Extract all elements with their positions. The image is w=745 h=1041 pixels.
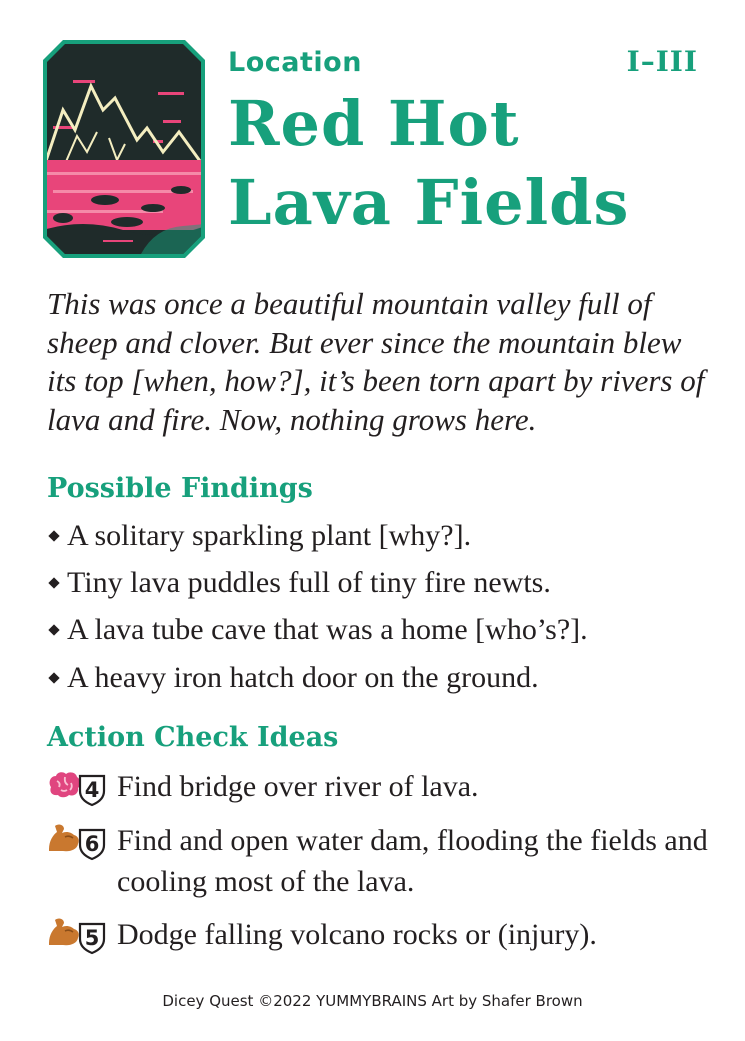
finding-text: A solitary sparkling plant [why?]. bbox=[67, 519, 472, 552]
shield-value: 4 bbox=[77, 773, 107, 807]
action-requirement bbox=[47, 823, 117, 864]
findings-heading: Possible Findings bbox=[47, 473, 313, 504]
finding-item bbox=[47, 661, 727, 695]
action-requirement bbox=[47, 917, 117, 958]
shield-value: 5 bbox=[77, 921, 107, 955]
title-line-1: Red Hot bbox=[228, 87, 520, 160]
card-category: Location bbox=[228, 47, 362, 78]
action-text: Find and open water dam, flooding the fields and cooling most of the lava. bbox=[117, 824, 708, 898]
card-description: This was once a beautiful mountain valley full of sheep and clover. But ever since the mountain blew its top [when, how?], it’s been torn apart by rivers of lava and fire. Now, nothing grows here. bbox=[47, 286, 705, 437]
finding-item bbox=[47, 613, 727, 647]
bullet-icon bbox=[48, 530, 59, 541]
finding-text: Tiny lava puddles full of tiny fire newts. bbox=[67, 566, 551, 599]
bullet-icon bbox=[48, 624, 59, 635]
shield-value: 6 bbox=[77, 827, 107, 861]
brain-icon bbox=[47, 769, 81, 810]
flexed-arm-icon bbox=[47, 917, 81, 958]
card-footer: Dicey Quest ©2022 YUMMYBRAINS Art by Shafer Brown bbox=[162, 992, 583, 1010]
bullet-icon bbox=[48, 672, 59, 683]
card-title bbox=[228, 84, 728, 242]
action-item bbox=[47, 766, 727, 810]
action-requirement bbox=[47, 769, 117, 810]
finding-text: A heavy iron hatch door on the ground. bbox=[67, 661, 539, 694]
bullet-icon bbox=[48, 577, 59, 588]
action-text: Find bridge over river of lava. bbox=[117, 770, 479, 803]
action-text: Dodge falling volcano rocks or (injury). bbox=[117, 918, 597, 951]
finding-text: A lava tube cave that was a home [who’s?]. bbox=[67, 613, 588, 646]
flexed-arm-icon bbox=[47, 823, 81, 864]
actions-heading: Action Check Ideas bbox=[47, 722, 339, 753]
finding-item bbox=[47, 566, 727, 600]
action-item bbox=[47, 914, 727, 958]
finding-item bbox=[47, 519, 727, 553]
location-art bbox=[43, 40, 205, 258]
action-item bbox=[47, 820, 727, 902]
title-line-2: Lava Fields bbox=[228, 166, 630, 239]
card-code: I–III bbox=[626, 45, 698, 78]
